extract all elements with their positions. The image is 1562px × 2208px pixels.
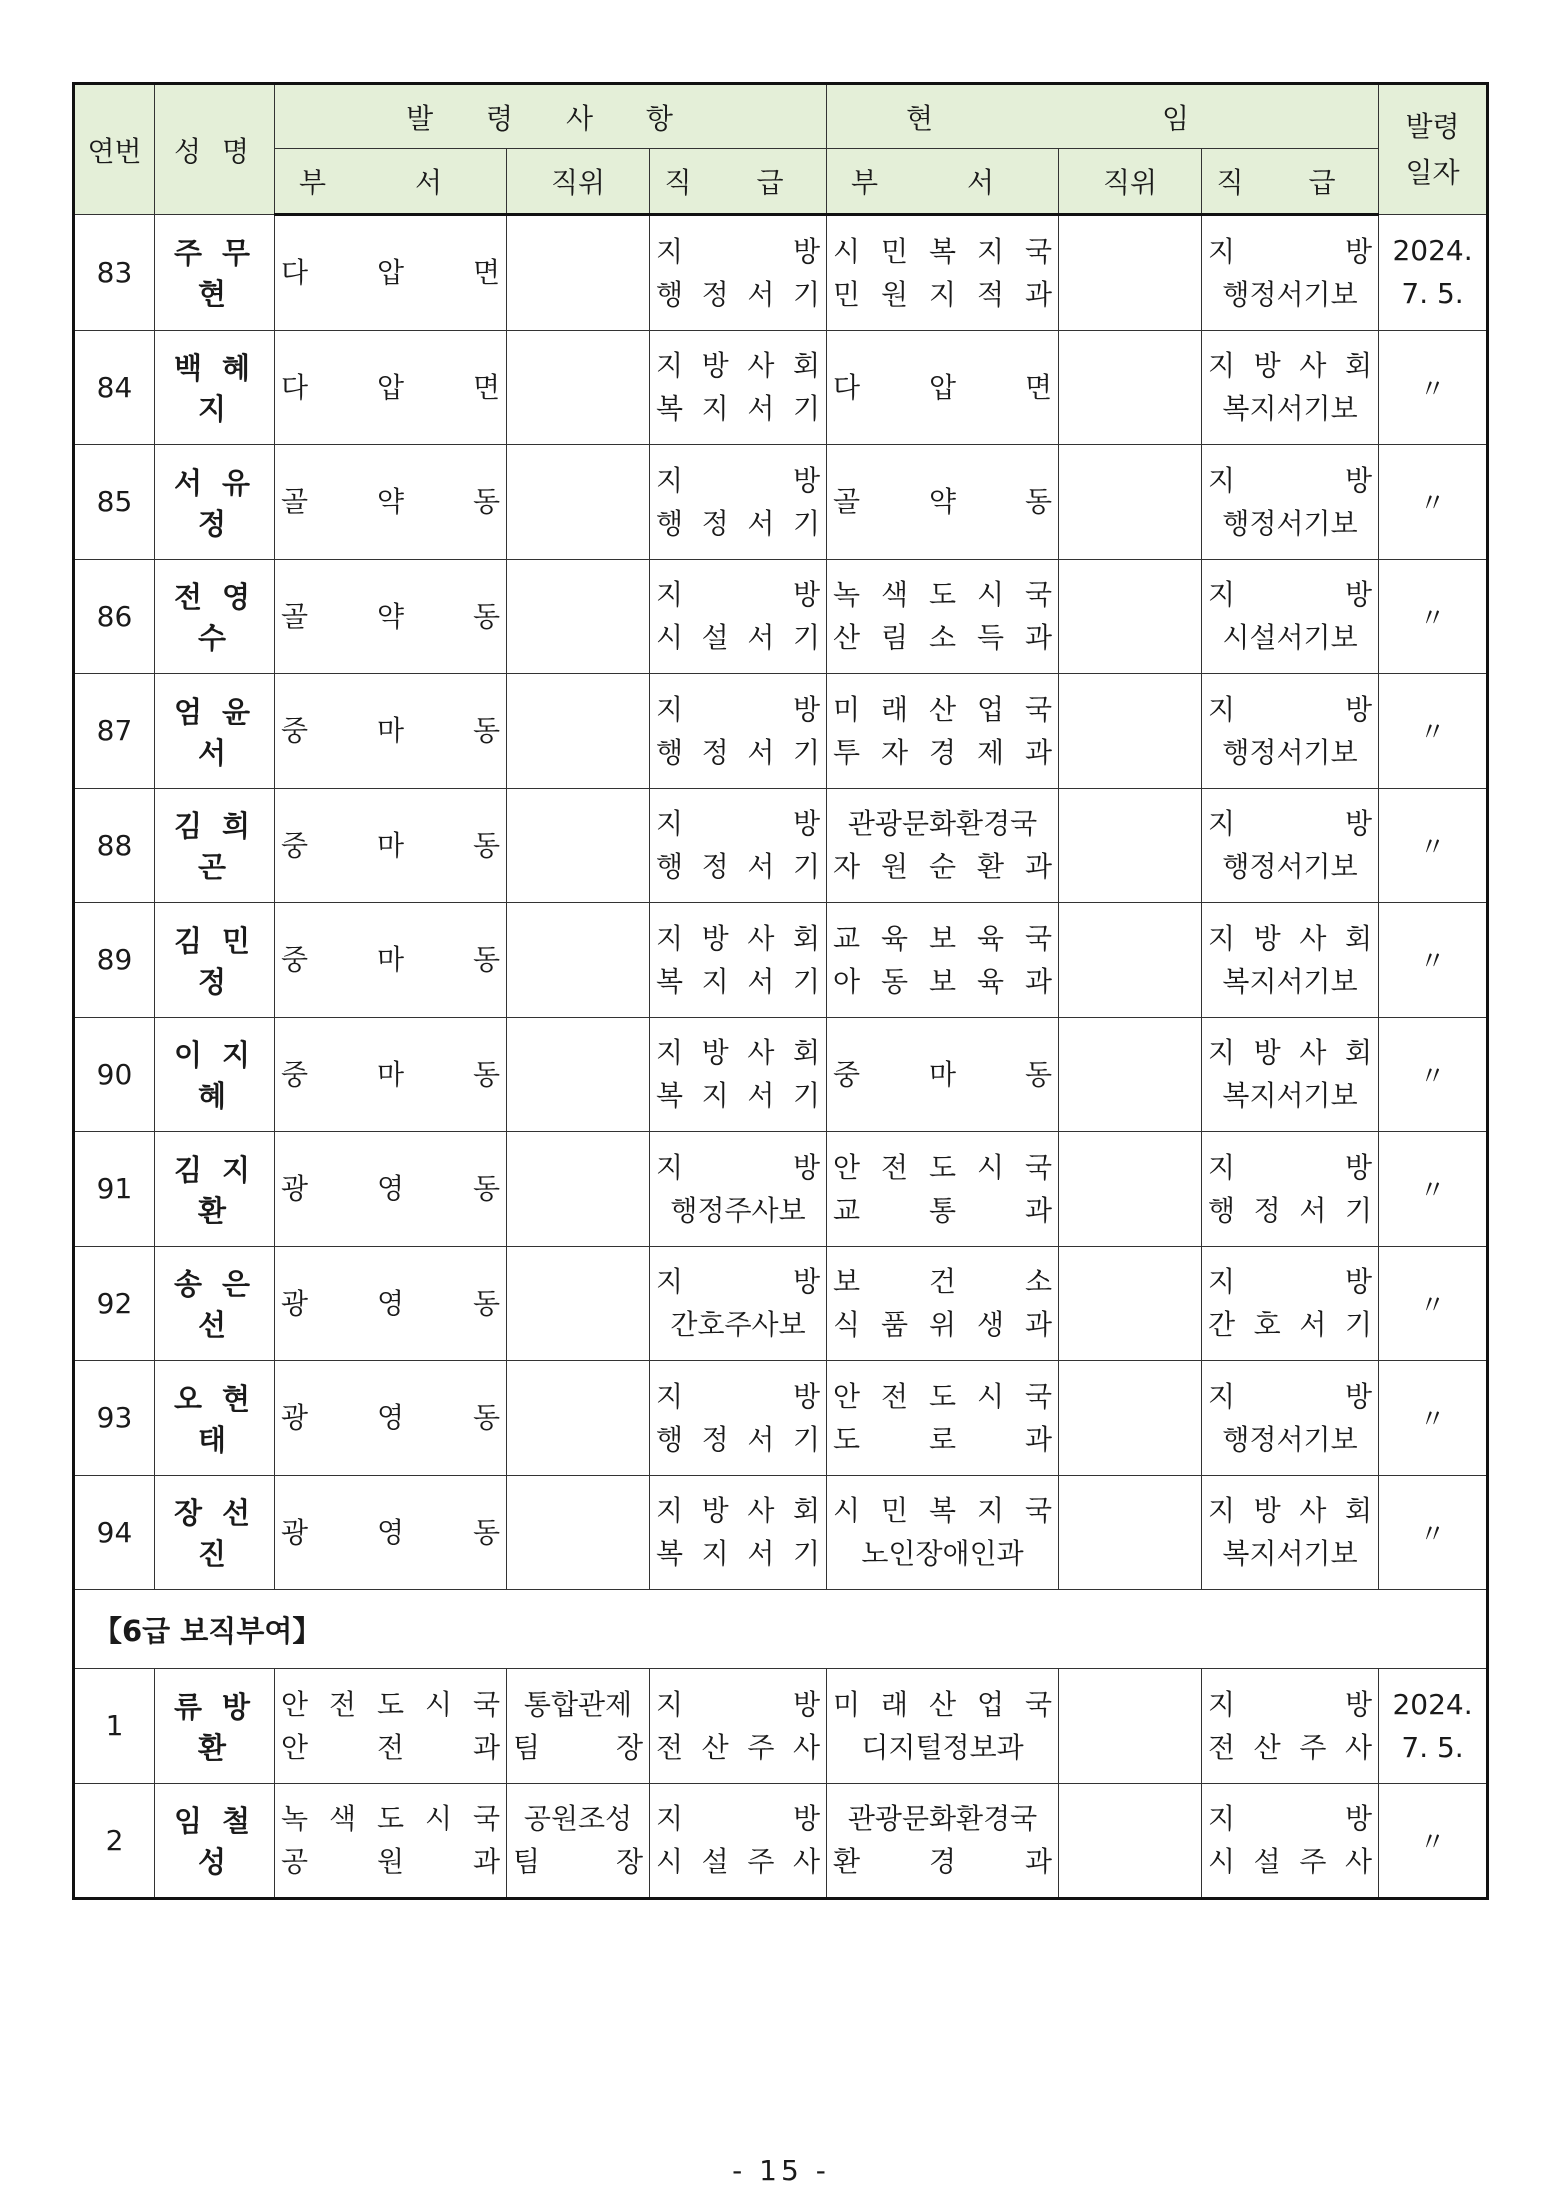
cell-current-position xyxy=(1059,215,1202,331)
cell-current-position xyxy=(1059,788,1202,903)
cell-line: 지 방 xyxy=(656,463,821,497)
cell-line: 간 호 서 기 xyxy=(1208,1308,1373,1342)
section-title: 【6급 보직부여】 xyxy=(74,1590,1488,1669)
cell-line: 지 방 사 회 xyxy=(656,349,821,383)
cell-grade xyxy=(650,445,827,560)
cell-line: 자 원 순 환 과 xyxy=(833,850,1053,884)
cell-position xyxy=(507,1361,650,1476)
cell-line: 지 방 xyxy=(656,1687,821,1721)
cell-grade xyxy=(650,1669,827,1784)
cell-current-position xyxy=(1059,1132,1202,1247)
cell-grade xyxy=(650,1132,827,1247)
cell-current-dept xyxy=(827,215,1059,331)
cell-line: 환 경 과 xyxy=(833,1845,1053,1879)
table-header xyxy=(74,84,1488,215)
cell-name: 김 지 환 xyxy=(155,1132,275,1247)
cell-seq: 89 xyxy=(74,903,155,1018)
cell-grade xyxy=(650,559,827,674)
cell-position xyxy=(507,330,650,445)
cell-grade xyxy=(650,1017,827,1132)
page-number: - 15 - xyxy=(732,2154,830,2187)
cell-current-position xyxy=(1059,559,1202,674)
cell-name: 주 무 현 xyxy=(155,215,275,331)
cell-name: 오 현 태 xyxy=(155,1361,275,1476)
cell-current-dept xyxy=(827,674,1059,789)
cell-dept xyxy=(275,903,507,1018)
date-line: 2024. xyxy=(1392,234,1473,268)
cell-dept xyxy=(275,788,507,903)
cell-line: 시설서기보 xyxy=(1222,621,1358,655)
cell-dept xyxy=(275,674,507,789)
cell-line: 지 방 xyxy=(1208,234,1373,268)
cell-line: 광 영 동 xyxy=(281,1515,500,1549)
cell-current-dept xyxy=(827,1783,1059,1899)
cell-name: 김 민 정 xyxy=(155,903,275,1018)
cell-line: 중 마 동 xyxy=(281,943,500,977)
cell-line: 중 마 동 xyxy=(281,1057,500,1091)
cell-date: 〃 xyxy=(1379,445,1488,560)
header-cur-grade: 직 급 xyxy=(1202,149,1379,215)
cell-line: 지 방 xyxy=(656,1802,821,1836)
cell-seq: 90 xyxy=(74,1017,155,1132)
cell-dept xyxy=(275,1475,507,1590)
cell-line: 관광문화환경국 xyxy=(847,807,1038,841)
cell-position xyxy=(507,903,650,1018)
cell-line: 안 전 도 시 국 xyxy=(833,1379,1053,1413)
cell-line: 도 로 과 xyxy=(833,1422,1053,1456)
cell-current-dept xyxy=(827,1361,1059,1476)
cell-line: 식 품 위 생 과 xyxy=(833,1308,1053,1342)
cell-line: 복지서기보 xyxy=(1222,392,1358,426)
header-order-group: 발 령 사 항 xyxy=(275,84,827,149)
cell-line: 지 방 xyxy=(1208,1802,1373,1836)
cell-seq: 94 xyxy=(74,1475,155,1590)
cell-line: 미 래 산 업 국 xyxy=(833,692,1053,726)
cell-line: 지 방 xyxy=(656,692,821,726)
cell-line: 광 영 동 xyxy=(281,1172,500,1206)
cell-seq: 93 xyxy=(74,1361,155,1476)
cell-dept xyxy=(275,1783,507,1899)
cell-line: 행정서기보 xyxy=(1222,1422,1358,1456)
cell-date: 〃 xyxy=(1379,1783,1488,1899)
table-row xyxy=(74,559,1488,674)
cell-position xyxy=(507,788,650,903)
cell-current-dept xyxy=(827,1475,1059,1590)
cell-line: 지 방 xyxy=(1208,807,1373,841)
cell-current-dept xyxy=(827,559,1059,674)
cell-line: 지 방 사 회 xyxy=(656,1494,821,1528)
cell-current-dept xyxy=(827,445,1059,560)
cell-grade xyxy=(650,1475,827,1590)
cell-line: 골 약 동 xyxy=(281,599,500,633)
table-body-assignment xyxy=(74,1669,1488,1899)
cell-line: 행정서기보 xyxy=(1222,277,1358,311)
cell-date: 〃 xyxy=(1379,1017,1488,1132)
cell-position xyxy=(507,1669,650,1784)
cell-current-grade xyxy=(1202,788,1379,903)
cell-dept xyxy=(275,1017,507,1132)
table-row xyxy=(74,1132,1488,1247)
cell-current-dept xyxy=(827,1669,1059,1784)
date-line: 7. 5. xyxy=(1401,1730,1464,1764)
cell-name: 김 희 곤 xyxy=(155,788,275,903)
cell-current-position xyxy=(1059,1246,1202,1361)
cell-current-grade xyxy=(1202,1783,1379,1899)
table-row xyxy=(74,1475,1488,1590)
cell-line: 지 방 xyxy=(656,578,821,612)
cell-line: 골 약 동 xyxy=(281,485,500,519)
cell-line: 지 방 xyxy=(1208,1687,1373,1721)
cell-line: 교 통 과 xyxy=(833,1193,1053,1227)
cell-grade xyxy=(650,330,827,445)
cell-dept xyxy=(275,1361,507,1476)
cell-current-dept xyxy=(827,788,1059,903)
cell-line: 지 방 사 회 xyxy=(1208,1494,1373,1528)
cell-date: 〃 xyxy=(1379,1361,1488,1476)
cell-seq: 87 xyxy=(74,674,155,789)
cell-current-grade xyxy=(1202,1132,1379,1247)
cell-line: 다 압 면 xyxy=(833,370,1053,404)
cell-current-position xyxy=(1059,674,1202,789)
cell-line: 광 영 동 xyxy=(281,1401,500,1435)
cell-line: 팀 장 xyxy=(513,1730,643,1764)
header-cur-dept: 부 서 xyxy=(827,149,1059,215)
cell-current-dept xyxy=(827,1246,1059,1361)
cell-name: 류 방 환 xyxy=(155,1669,275,1784)
table-section xyxy=(74,1590,1488,1669)
cell-line: 복 지 서 기 xyxy=(656,964,821,998)
header-seq: 연번 xyxy=(74,84,155,215)
cell-line: 지 방 xyxy=(656,234,821,268)
cell-line: 중 마 동 xyxy=(833,1057,1053,1091)
cell-line: 지 방 xyxy=(1208,463,1373,497)
cell-line: 복 지 서 기 xyxy=(656,1079,821,1113)
cell-line: 지 방 xyxy=(1208,692,1373,726)
cell-line: 간호주사보 xyxy=(670,1308,806,1342)
cell-date: 〃 xyxy=(1379,788,1488,903)
cell-date: 〃 xyxy=(1379,559,1488,674)
cell-line: 행 정 서 기 xyxy=(1208,1193,1373,1227)
cell-line: 투 자 경 제 과 xyxy=(833,735,1053,769)
table-row xyxy=(74,674,1488,789)
cell-current-grade xyxy=(1202,1017,1379,1132)
cell-grade xyxy=(650,1361,827,1476)
cell-seq: 91 xyxy=(74,1132,155,1247)
cell-dept xyxy=(275,1132,507,1247)
cell-dept xyxy=(275,1246,507,1361)
cell-line: 시 설 주 사 xyxy=(1208,1845,1373,1879)
cell-current-grade xyxy=(1202,215,1379,331)
cell-position xyxy=(507,215,650,331)
cell-seq: 85 xyxy=(74,445,155,560)
cell-position xyxy=(507,1475,650,1590)
cell-name: 백 혜 지 xyxy=(155,330,275,445)
table-body-regular xyxy=(74,215,1488,1590)
cell-current-position xyxy=(1059,1475,1202,1590)
cell-seq: 92 xyxy=(74,1246,155,1361)
cell-line: 녹 색 도 시 국 xyxy=(281,1802,500,1836)
cell-seq: 86 xyxy=(74,559,155,674)
cell-line: 지 방 xyxy=(1208,1150,1373,1184)
date-line: 7. 5. xyxy=(1401,277,1464,311)
cell-current-grade xyxy=(1202,674,1379,789)
cell-current-grade xyxy=(1202,1361,1379,1476)
cell-line: 행정서기보 xyxy=(1222,735,1358,769)
cell-line: 지 방 사 회 xyxy=(656,1036,821,1070)
cell-line: 행정서기보 xyxy=(1222,506,1358,540)
cell-line: 안 전 과 xyxy=(281,1730,500,1764)
cell-current-position xyxy=(1059,1361,1202,1476)
cell-grade xyxy=(650,788,827,903)
cell-current-grade xyxy=(1202,1246,1379,1361)
cell-name: 서 유 정 xyxy=(155,445,275,560)
table-row xyxy=(74,788,1488,903)
cell-line: 지 방 xyxy=(656,1265,821,1299)
cell-line: 디지털정보과 xyxy=(861,1730,1024,1764)
cell-line: 지 방 사 회 xyxy=(656,921,821,955)
cell-line: 시 설 주 사 xyxy=(656,1845,821,1879)
cell-date xyxy=(1379,1669,1488,1784)
cell-line: 행정주사보 xyxy=(670,1193,806,1227)
cell-current-position xyxy=(1059,445,1202,560)
cell-line: 노인장애인과 xyxy=(861,1537,1024,1571)
cell-line: 지 방 xyxy=(656,807,821,841)
cell-line: 복 지 서 기 xyxy=(656,392,821,426)
cell-line: 안 전 도 시 국 xyxy=(281,1687,500,1721)
cell-line: 산 림 소 득 과 xyxy=(833,621,1053,655)
table-row xyxy=(74,1783,1488,1899)
cell-line: 골 약 동 xyxy=(833,485,1053,519)
cell-dept xyxy=(275,445,507,560)
header-position: 직위 xyxy=(507,149,650,215)
cell-current-dept xyxy=(827,330,1059,445)
cell-line: 공원조성 xyxy=(523,1802,633,1836)
table-row xyxy=(74,445,1488,560)
cell-line: 미 래 산 업 국 xyxy=(833,1687,1053,1721)
cell-line: 지 방 사 회 xyxy=(1208,349,1373,383)
table-row xyxy=(74,1361,1488,1476)
cell-current-grade xyxy=(1202,445,1379,560)
cell-line: 시 민 복 지 국 xyxy=(833,234,1053,268)
cell-date: 〃 xyxy=(1379,674,1488,789)
cell-name: 임 철 성 xyxy=(155,1783,275,1899)
cell-line: 지 방 xyxy=(1208,1379,1373,1413)
cell-current-position xyxy=(1059,1783,1202,1899)
cell-line: 행 정 서 기 xyxy=(656,735,821,769)
cell-line: 지 방 사 회 xyxy=(1208,1036,1373,1070)
cell-grade xyxy=(650,215,827,331)
table-row xyxy=(74,1669,1488,1784)
cell-line: 관광문화환경국 xyxy=(847,1802,1038,1836)
cell-current-position xyxy=(1059,1669,1202,1784)
header-name: 성 명 xyxy=(155,84,275,215)
table-row xyxy=(74,1246,1488,1361)
cell-line: 행 정 서 기 xyxy=(656,506,821,540)
header-grade: 직 급 xyxy=(650,149,827,215)
cell-name: 전 영 수 xyxy=(155,559,275,674)
cell-line: 지 방 사 회 xyxy=(1208,921,1373,955)
cell-date: 〃 xyxy=(1379,1132,1488,1247)
cell-position xyxy=(507,1783,650,1899)
cell-position xyxy=(507,445,650,560)
table-row xyxy=(74,330,1488,445)
cell-current-grade xyxy=(1202,1669,1379,1784)
cell-name: 송 은 선 xyxy=(155,1246,275,1361)
cell-seq: 83 xyxy=(74,215,155,331)
cell-line: 복지서기보 xyxy=(1222,964,1358,998)
cell-line: 행 정 서 기 xyxy=(656,850,821,884)
cell-date: 〃 xyxy=(1379,330,1488,445)
table-row xyxy=(74,1017,1488,1132)
table-row xyxy=(74,215,1488,331)
cell-line: 지 방 xyxy=(656,1379,821,1413)
cell-line: 지 방 xyxy=(656,1150,821,1184)
cell-grade xyxy=(650,674,827,789)
cell-grade xyxy=(650,1783,827,1899)
cell-position xyxy=(507,1017,650,1132)
cell-dept xyxy=(275,330,507,445)
cell-date: 〃 xyxy=(1379,903,1488,1018)
cell-line: 통합관제 xyxy=(523,1687,633,1721)
cell-line: 교 육 보 육 국 xyxy=(833,921,1053,955)
header-date: 발령 일자 xyxy=(1379,84,1488,215)
cell-line: 행 정 서 기 xyxy=(656,277,821,311)
header-current-group: 현 임 xyxy=(827,84,1379,149)
cell-seq: 88 xyxy=(74,788,155,903)
cell-line: 행정서기보 xyxy=(1222,850,1358,884)
cell-seq: 84 xyxy=(74,330,155,445)
cell-current-position xyxy=(1059,1017,1202,1132)
cell-position xyxy=(507,1246,650,1361)
cell-name: 이 지 혜 xyxy=(155,1017,275,1132)
header-cur-position: 직위 xyxy=(1059,149,1202,215)
cell-line: 중 마 동 xyxy=(281,714,500,748)
cell-date: 〃 xyxy=(1379,1246,1488,1361)
cell-line: 시 민 복 지 국 xyxy=(833,1494,1053,1528)
cell-line: 복지서기보 xyxy=(1222,1537,1358,1571)
cell-date xyxy=(1379,215,1488,331)
cell-current-position xyxy=(1059,330,1202,445)
cell-line: 복 지 서 기 xyxy=(656,1537,821,1571)
cell-dept xyxy=(275,1669,507,1784)
cell-date: 〃 xyxy=(1379,1475,1488,1590)
cell-current-grade xyxy=(1202,330,1379,445)
cell-dept xyxy=(275,215,507,331)
cell-line: 행 정 서 기 xyxy=(656,1422,821,1456)
cell-line: 지 방 xyxy=(1208,578,1373,612)
cell-current-dept xyxy=(827,1132,1059,1247)
cell-current-position xyxy=(1059,903,1202,1018)
cell-line: 시 설 서 기 xyxy=(656,621,821,655)
cell-line: 민 원 지 적 과 xyxy=(833,277,1053,311)
cell-position xyxy=(507,559,650,674)
cell-position xyxy=(507,1132,650,1247)
cell-line: 공 원 과 xyxy=(281,1845,500,1879)
cell-name: 엄 윤 서 xyxy=(155,674,275,789)
cell-seq: 1 xyxy=(74,1669,155,1784)
cell-dept xyxy=(275,559,507,674)
cell-position xyxy=(507,674,650,789)
cell-seq: 2 xyxy=(74,1783,155,1899)
header-dept: 부 서 xyxy=(275,149,507,215)
cell-current-dept xyxy=(827,903,1059,1018)
table-row xyxy=(74,903,1488,1018)
cell-line: 지 방 xyxy=(1208,1265,1373,1299)
cell-line: 녹 색 도 시 국 xyxy=(833,578,1053,612)
cell-grade xyxy=(650,1246,827,1361)
cell-current-dept xyxy=(827,1017,1059,1132)
cell-line: 전 산 주 사 xyxy=(656,1730,821,1764)
date-line: 2024. xyxy=(1392,1687,1473,1721)
cell-line: 복지서기보 xyxy=(1222,1079,1358,1113)
cell-name: 장 선 진 xyxy=(155,1475,275,1590)
personnel-order-table xyxy=(72,82,1489,1900)
cell-line: 보 건 소 xyxy=(833,1265,1053,1299)
cell-line: 팀 장 xyxy=(513,1845,643,1879)
cell-line: 광 영 동 xyxy=(281,1286,500,1320)
cell-line: 전 산 주 사 xyxy=(1208,1730,1373,1764)
cell-current-grade xyxy=(1202,903,1379,1018)
cell-current-grade xyxy=(1202,1475,1379,1590)
cell-line: 아 동 보 육 과 xyxy=(833,964,1053,998)
cell-line: 안 전 도 시 국 xyxy=(833,1150,1053,1184)
cell-grade xyxy=(650,903,827,1018)
cell-line: 중 마 동 xyxy=(281,828,500,862)
cell-line: 다 압 면 xyxy=(281,256,500,290)
cell-line: 다 압 면 xyxy=(281,370,500,404)
cell-current-grade xyxy=(1202,559,1379,674)
